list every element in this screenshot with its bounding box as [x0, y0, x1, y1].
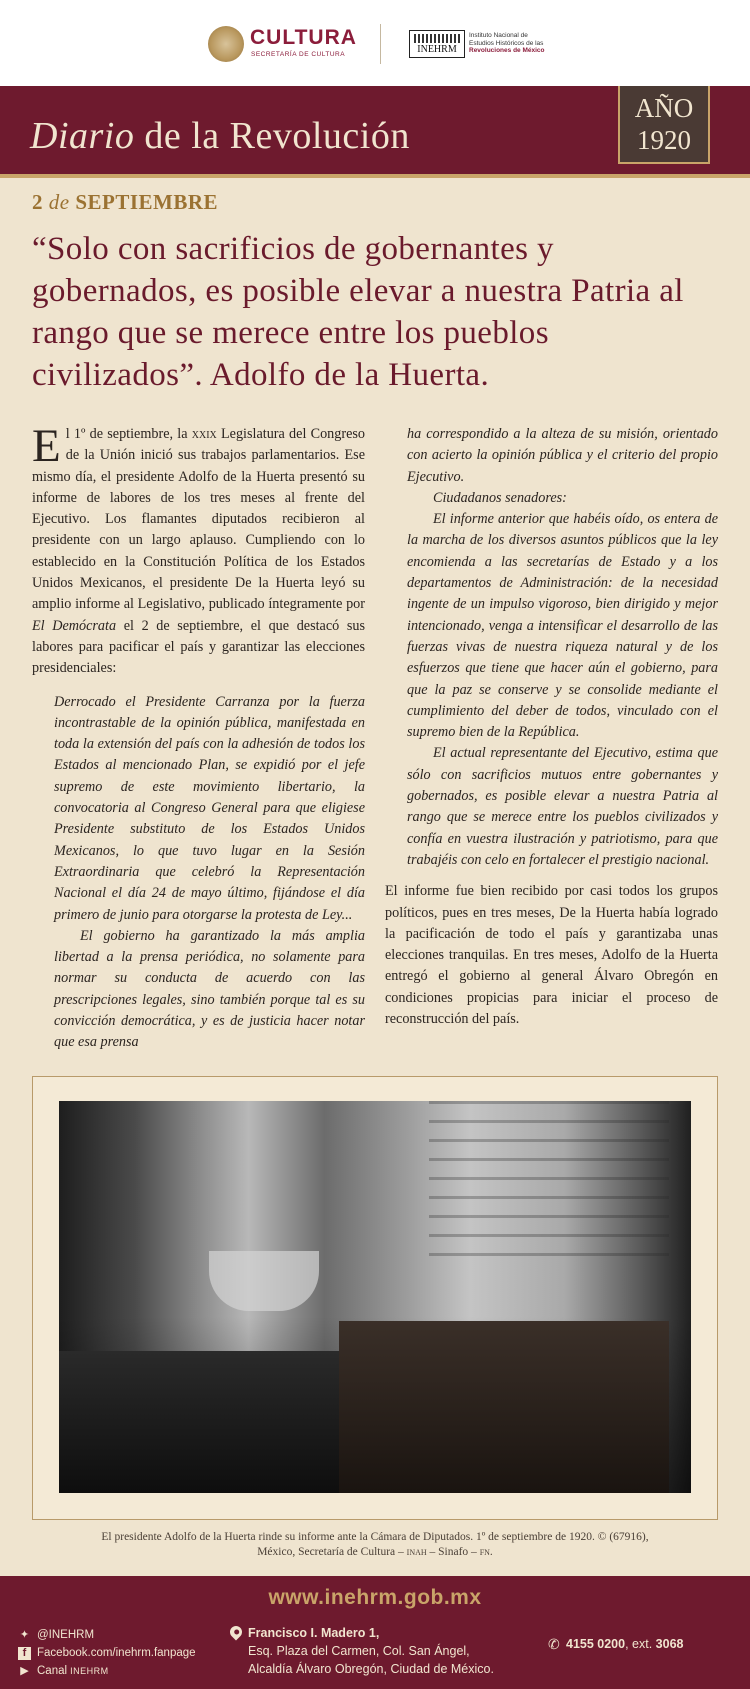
facebook-link[interactable]	[18, 1644, 196, 1662]
article-column-left	[32, 420, 366, 1054]
address-line-1: Francisco I. Madero 1,	[248, 1626, 380, 1640]
caption-text-c: .	[489, 1546, 493, 1558]
twitter-handle: @INEHRM	[37, 1629, 95, 1641]
youtube-label: Canal	[37, 1665, 68, 1677]
website-link[interactable]: www.inehrm.gob.mx	[268, 1586, 482, 1609]
footer	[0, 1576, 750, 1689]
article-intro-paragraph	[32, 420, 366, 680]
quote-paragraph-3: ha correspondido a la alteza de su misión, orientado con acierto la opinión pública y el criterio del propio Ejecutivo.	[407, 426, 718, 485]
quote-paragraph-1: Derrocado el Presidente Carranza por la fuerza incontrastable de la opinión pública, manifestada en toda la extensión del país con la adhesión de todos los Estados al mencionado Plan, se expidió por el jefe supremo de este movimiento libertario, la convocatoria al Congreso General para que eligiese Presidente substituto de los Estados Unidos Mexicanos, lo que tuvo lugar en la Sesión Extraordinaria que celebró la Representación Nacional el día 24 de mayo último, fijándose el día primero de junio para otorgarse la protesta de Ley...	[54, 693, 365, 923]
location-pin-icon	[228, 1624, 245, 1641]
title-rest: de la Revolución	[134, 115, 410, 157]
photo-caption	[40, 1530, 710, 1560]
cultura-emblem-icon	[208, 26, 244, 62]
phone-icon: ✆	[548, 1636, 560, 1652]
youtube-link[interactable]	[18, 1662, 196, 1680]
cultura-logo-text: CULTURA	[250, 26, 357, 49]
inehrm-line-2: Estudios Históricos de las	[469, 39, 544, 47]
newspaper-name: El Demócrata	[32, 617, 117, 634]
phone-main: 4155 0200	[566, 1637, 626, 1651]
caption-fn: fn	[479, 1546, 490, 1558]
headline-quote: “Solo con sacrificios de gobernantes y gobernados, es posible elevar a nuestra Patria al rango que se merece entre los pueblos civilizados”. Adolfo de la Huerta.	[32, 231, 684, 393]
youtube-icon: ▶	[20, 1664, 29, 1677]
photo-inscribed-wall	[429, 1101, 669, 1261]
quote-paragraph-2: El gobierno ha garantizado la más amplia libertad a la prensa periódica, no solamente para normar su conducta de acuerdo con las prescripciones legales, sino también porque tal es su convicción democrática, y es de justicia hacer notar que esa prensa	[54, 927, 365, 1051]
photo-frame	[32, 1076, 718, 1520]
year-badge	[618, 86, 710, 164]
address-line-3: Alcaldía Álvaro Obregón, Ciudad de México.	[248, 1662, 494, 1676]
quote-salutation: Ciudadanos senadores:	[433, 489, 567, 506]
article-column-right	[385, 424, 718, 1030]
address	[248, 1624, 494, 1678]
facebook-url: Facebook.com/inehrm.fanpage	[37, 1647, 196, 1659]
phone-ext: 3068	[655, 1637, 684, 1651]
inehrm-line-3: Revoluciones de México	[469, 47, 545, 54]
drop-cap: E	[32, 420, 61, 472]
social-links	[18, 1626, 196, 1680]
caption-line-1: El presidente Adolfo de la Huerta rinde su informe ante la Cámara de Diputados. 1º de septiembre de 1920. © (67916),	[101, 1531, 649, 1543]
phone-ext-label: , ext.	[625, 1637, 656, 1651]
date-day: 2	[32, 190, 43, 214]
date-month: SEPTIEMBRE	[75, 190, 219, 214]
caption-text-a: México, Secretaría de Cultura –	[257, 1546, 407, 1558]
title-banner	[0, 86, 750, 178]
title-italic: Diario	[30, 115, 135, 157]
intro-text-b: Legislatura del Congreso de la Unión inició sus trabajos parlamentarios. Ese mismo día, el presidente Adolfo de la Huerta presentó su informe de labores de los tres meses al frente del Ejecutivo. Los flamantes diputados recibieron al presidente con un largo aplauso. Cumpliendo con lo establecido en la Constitución Política de los Estados Unidos Mexicanos, el presidente De la Huerta leyó su amplio informe al Legislativo, publicado íntegramente por	[32, 426, 366, 613]
top-logo-bar	[0, 0, 750, 86]
twitter-link[interactable]	[18, 1626, 196, 1644]
inehrm-logo-text	[469, 32, 559, 55]
date-heading	[32, 190, 218, 215]
intro-text-c: el 2 de septiembre, el que destacó sus labores para pacificar el país y garantizar las elecciones presidenciales:	[32, 617, 365, 677]
article-closing-paragraph: El informe fue bien recibido por casi todos los grupos políticos, pues en tres meses, De la Huerta había logrado la pacificación de todo el país y garantizaba unas elecciones tranquilas. En tres meses, Adolfo de la Huerta entregó el gobierno al general Álvaro Obregón en condiciones propicias para iniciar el proceso de reconstrucción del país.	[385, 883, 718, 1028]
caption-line-2	[40, 1545, 710, 1560]
photo-tribune	[339, 1321, 669, 1493]
legislature-number: xxix	[191, 426, 217, 442]
twitter-icon: ✦	[19, 1628, 30, 1641]
intro-text-a: l 1º de septiembre, la	[65, 426, 192, 442]
photo-balcony	[209, 1251, 319, 1311]
date-de: de	[48, 190, 70, 214]
caption-inah: inah	[406, 1546, 427, 1558]
quote-paragraph-5: El actual representante del Ejecutivo, estima que sólo con sacrificios mutuos entre gobernantes y gobernados, es posible elevar a nuestra Patria al rango que se merece entre los pueblos civilizados y confía en vuestra ilustración y patriotismo, para que trabajéis con celo en fortalecer el prestigio nacional.	[407, 745, 718, 868]
year-label: AÑO	[634, 93, 694, 123]
facebook-icon: f	[18, 1647, 31, 1660]
photo-crowd	[59, 1351, 339, 1493]
year-value: 1920	[637, 125, 691, 155]
logo-divider	[380, 24, 381, 64]
historical-photo	[59, 1101, 691, 1493]
inehrm-logo: INEHRM	[409, 30, 465, 58]
caption-text-b: – Sinafo –	[426, 1546, 480, 1558]
phone-number[interactable]	[548, 1636, 684, 1652]
youtube-channel: INEHRM	[70, 1666, 109, 1676]
cultura-subtitle: SECRETARÍA DE CULTURA	[251, 51, 346, 58]
publication-title	[30, 114, 410, 158]
inehrm-line-1: Instituto Nacional de	[469, 32, 528, 39]
quote-paragraph-4: El informe anterior que habéis oído, os entera de la marcha de los diversos asuntos públicos que la ley encomienda a las secretarías de Estado y a los departamentos de Administración: de la necesidad ingente de un impulso vigoroso, bien dirigido y mejor intencionado, venga a intensificar el desarrollo de las fuerzas vivas de nuestra riqueza natural y de los esfuerzos que tiene que hacer aún el gobierno, para que la paz se conserve y se consolide mediante el cumplimiento del deber de todos, vinculado con el supremo bien de la República.	[407, 511, 718, 741]
address-line-2: Esq. Plaza del Carmen, Col. San Ángel,	[248, 1644, 470, 1658]
